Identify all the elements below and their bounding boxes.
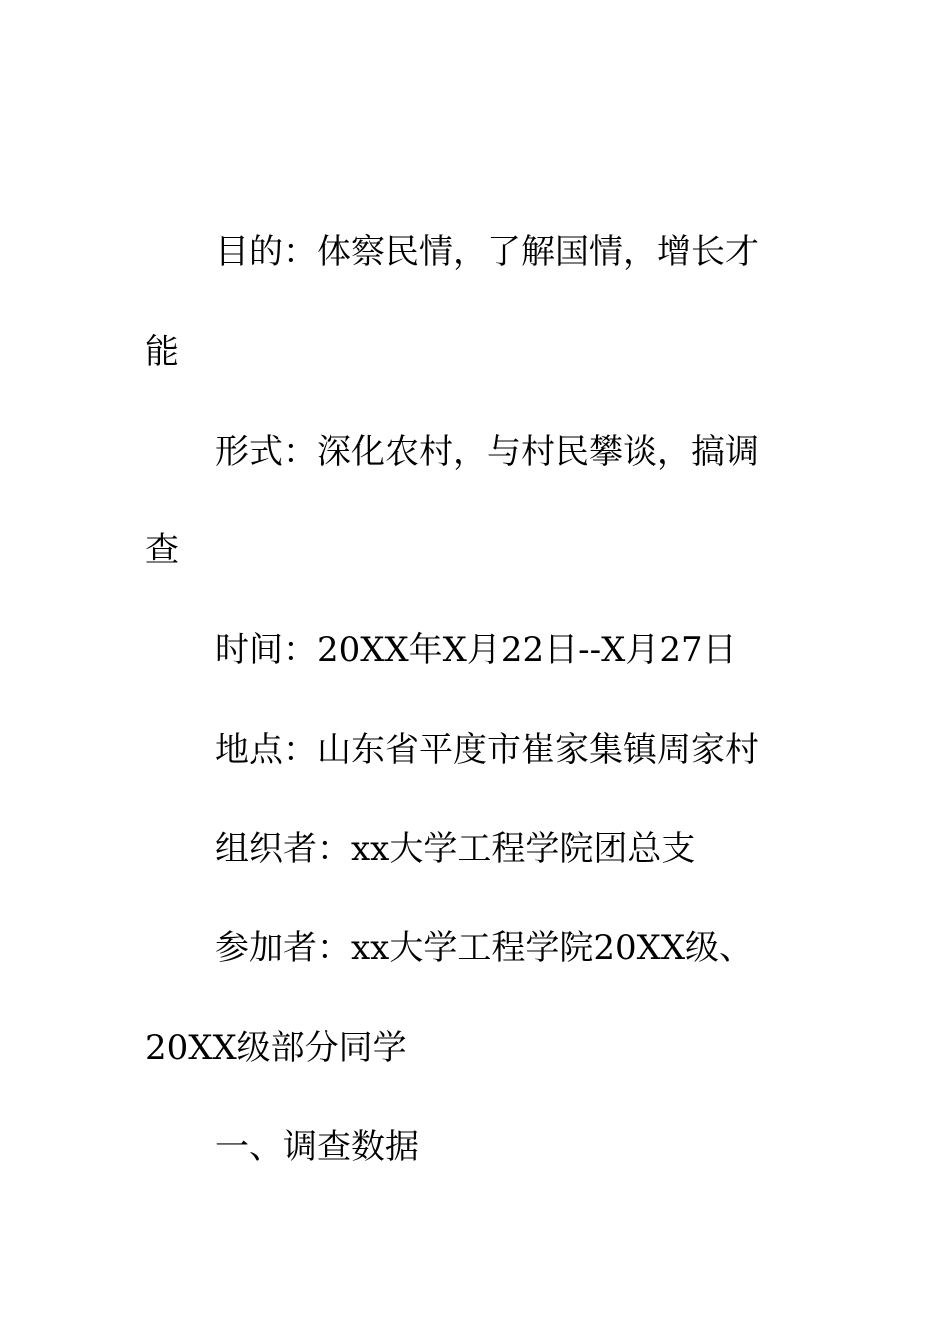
purpose-line-2: 能 bbox=[145, 332, 179, 372]
location-line: 地点：山东省平度市崔家集镇周家村 bbox=[215, 730, 759, 770]
participants-line-2: 20XX级部分同学 bbox=[145, 1028, 407, 1068]
section-heading: 一、调查数据 bbox=[215, 1127, 419, 1167]
purpose-line-1: 目的：体察民情，了解国情，增长才 bbox=[215, 232, 759, 272]
time-line: 时间：20XX年X月22日--X月27日 bbox=[215, 630, 737, 670]
organizer-line: 组织者：xx大学工程学院团总支 bbox=[215, 829, 696, 869]
participants-line-1: 参加者：xx大学工程学院20XX级、 bbox=[215, 928, 754, 968]
form-line-2: 查 bbox=[145, 530, 179, 570]
form-line-1: 形式：深化农村，与村民攀谈，搞调 bbox=[215, 432, 759, 472]
